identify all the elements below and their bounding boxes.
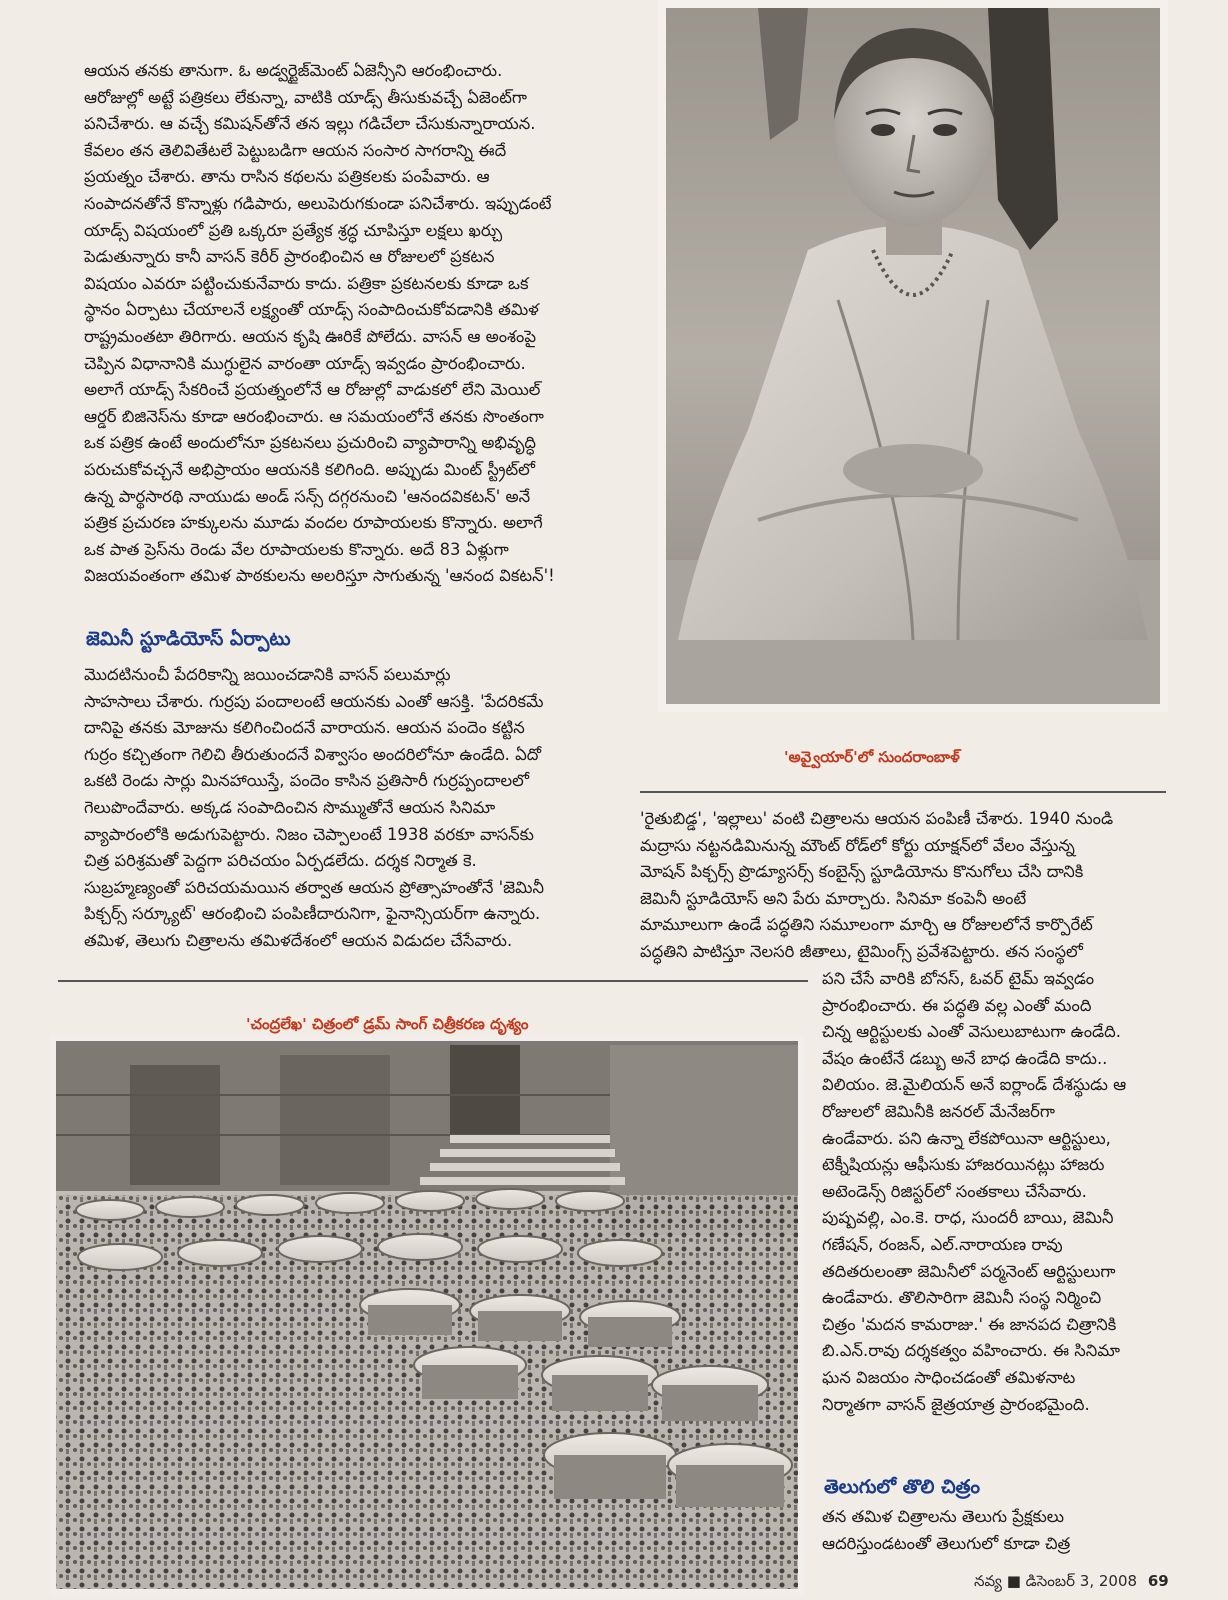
- article-paragraph-bottom: తన తమిళ చిత్రాలను తెలుగు ప్రేక్షకులు ఆదరిస్తుండటంతో తెలుగులో కూడా చిత్ర: [822, 1507, 1071, 1553]
- article-paragraph-top: ఆయన తనకు తానుగా. ఓ అడ్వర్టైజ్‌మెంట్ ఏజెన్సీని ఆరంభించారు. ఆరోజుల్లో అట్టే పత్రికలు లేకున్నా, వాటికి యాడ్స్ తీసుకువచ్చే ఏజెంట్‌గా పనిచేశారు. ఆ వచ్చే కమిషన్‌తోనే తన ఇల్లు గడిచేలా చేసుకున్నారాయన. కేవలం తన తెలివితేటలే పెట్టుబడిగా ఆయన సంసార సాగరాన్ని ఈదే ప్రయత్నం చేశారు. తాను రాసిన కథలను పత్రికలకు పంపేవారు. ఆ సంపాదనతోనే కొన్నాళ్లు గడిపారు, అలుపెరుగకుండా పనిచేశారు. ఇప్పుడంటే యాడ్స్ విషయంలో ప్రతి ఒక్కరూ ప్రత్యేక శ్రద్ధ చూపిస్తూ లక్షలు ఖర్చు పెడుతున్నారు కానీ వాసన్ కెరీర్ ప్రారంభించిన ఆ రోజులలో ప్రకటన విషయం ఎవరూ పట్టించుకునేవారు కాదు. పత్రికా ప్రకటనలకు కూడా ఒక స్థానం ఏర్పాటు చేయాలనే లక్ష్యంతో యాడ్స్ సంపాదించుకోవడానికి తమిళ రాష్ట్రమంతటా తిరిగారు. ఆయన కృషి ఊరికే పోలేదు. వాసన్ ఆ అంశంపై చెప్పిన విధానానికి ముగ్ధులైన వారంతా యాడ్స్ ఇవ్వడం ప్రారంభించారు. అలాగే యాడ్స్ సేకరించే ప్రయత్నంలోనే ఆ రోజుల్లో వాడుకలో లేని మెయిల్ ఆర్డర్ బిజినెస్‌ను కూడా ఆరంభించారు. ఆ సమయంలోనే తనకు సొంతంగా ఒక పత్రిక ఉంటే అందులోనూ ప్రకటనలు ప్రచురించి వ్యాపారాన్ని అభివృద్ధి పరుచుకోవచ్చనే అభిప్రాయం ఆయనకి కలిగింది. అప్పుడు మింట్ స్ట్రీట్‌లో ఉన్న పార్థసారథి నాయుడు అండ్ సన్స్ దగ్గరనుంచి 'ఆనందవికటన్' అనే పత్రిక ప్రచురణ హక్కులను మూడు వందల రూపాయలకు కొన్నారు. అలాగే ఒక పాత ప్రెస్‌ను రెండు వేల రూపాయలకు కొన్నారు. అదే 83 ఏళ్లుగా విజయవంతంగా తమిళ పాఠకులను అలరిస్తూ సాగుతున్న 'ఆనంద వికటన్'!: [84, 61, 555, 586]
- article-paragraph-mid: మొదటినుంచీ పేదరికాన్ని జయించడానికి వాసన్ పలుమార్లు సాహసాలు చేశారు. గుర్రపు పందాలంటే ఆయనకు ఎంతో ఆసక్తి. 'పేదరికమే దానిపై తనకు మోజును కలిగించిందనే వారాయన. ఆయన పందెం కట్టిన గుర్రం కచ్చితంగా గెలిచి తీరుతుందనే విశ్వాసం అందరిలోనూ ఉండేది. ఏదో ఒకటి రెండు సార్లు మినహాయిస్తే, పందెం కాసిన ప్రతిసారీ గుర్రప్పందాలలో గెలుపొందేవారు. అక్కడ సంపాదించిన సొమ్ముతోనే ఆయన సినిమా వ్యాపారంలోకి అడుగుపెట్టారు. నిజం చెప్పాలంటే 1938 వరకూ వాసన్‌కు చిత్ర పరిశ్రమతో పెద్దగా పరిచయం ఏర్పడలేదు. దర్శక నిర్మాత కె. సుబ్రహ్మణ్యంతో పరిచయమయిన తర్వాత ఆయన ప్రోత్సాహంతోనే 'జెమినీ పిక్చర్స్ సర్క్యూట్' ఆరంభించి పంపిణీదారునిగా, ఫైనాన్సియర్‌గా ఉన్నారు. తమిళ, తెలుగు చిత్రాలను తమిళదేశంలో ఆయన విడుదల చేసేవారు.: [84, 665, 544, 950]
- divider-rule-right: [640, 791, 1166, 793]
- avvaiyar-portrait-photo: [658, 0, 1168, 712]
- section-heading-telugu-first-film: తెలుగులో తొలి చిత్రం: [824, 1476, 981, 1498]
- issue-date: డిసెంబర్ 3, 2008: [1025, 1572, 1138, 1590]
- page-number: 69: [1147, 1572, 1169, 1590]
- section-heading-gemini-studios: జెమినీ స్టూడియోస్ ఏర్పాటు: [86, 628, 291, 650]
- divider-rule-left: [58, 980, 808, 982]
- photo-caption-chandralekha: 'చంద్రలేఖ' చిత్రంలో డ్రమ్ సాంగ్ చిత్రీకరణ దృశ్యం: [246, 1015, 529, 1033]
- article-paragraph-right-top: 'రైతుబిడ్డ', 'ఇల్లాలు' వంటి చిత్రాలను ఆయన పంపిణీ చేశారు. 1940 నుండి మద్రాసు నట్టనడిమినున్న మౌంట్ రోడ్‌లో కోర్టు యాక్షన్‌లో వేలం వేస్తున్న మోషన్ పిక్చర్స్ ప్రొడ్యూసర్స్ కంబైన్స్ స్టూడియోను కొనుగోలు చేసి దానికి జెమినీ స్టూడియోస్ అని పేరు మార్చారు. సినిమా కంపెనీ అంటే మామూలుగా ఉండే పద్ధతిని సమూలంగా మార్చి ఆ రోజులలోనే కార్పొరేట్ పద్ధతిని పాటిస్తూ నెలసరి జీతాలు, టైమింగ్స్ ప్రవేశపెట్టారు. తన సంస్థలో: [640, 809, 1114, 961]
- footer-separator-icon: ■: [1006, 1572, 1021, 1590]
- photo-caption-avvaiyar: 'అవ్వైయార్'లో సుందరాంబాళ్: [784, 748, 960, 766]
- article-paragraph-right-column: పని చేసే వారికి బోనస్, ఓవర్ టైమ్ ఇవ్వడం ప్రారంభించారు. ఈ పద్ధతి వల్ల ఎంతో మంది చిన్న ఆర్టిస్టులకు ఎంతో వెసులుబాటుగా ఉండేది. వేషం ఉంటేనే డబ్బు అనే బాధ ఉండేది కాదు.. విలియం. జె.మైలియన్ అనే ఐర్లాండ్ దేశస్థుడు ఆ రోజులలో జెమినీకి జనరల్ మేనేజర్‌గా ఉండేవారు. పని ఉన్నా లేకపోయినా ఆర్టిస్టులు, టెక్నీషియన్లు ఆఫీసుకు హాజరయినట్లు హాజరు అటెండెన్స్ రిజిస్టర్‌లో సంతకాలు చేసేవారు. పుష్పవల్లి, ఎం.కె. రాధ, సుందరీ బాయి, జెమినీ గణేషన్, రంజన్, ఎల్.నారాయణ రావు తదితరులంతా జెమినీలో పర్మనెంట్ ఆర్టిస్టులుగా ఉండేవారు. తొలిసారిగా జెమినీ సంస్థ నిర్మించి చిత్రం 'మదన కామరాజు.' ఈ జానపద చిత్రానికి బి.ఎన్.రావు దర్శకత్వం వహించారు. ఈ సినిమా ఘన విజయం సాధించడంతో తమిళనాట నిర్మాతగా వాసన్ జైత్రయాత్ర ప్రారంభమైంది.: [822, 969, 1127, 1414]
- page-footer: [974, 1572, 1169, 1594]
- chandralekha-drum-scene-photo: [50, 1035, 804, 1595]
- publication-name: నవ్య: [974, 1572, 1002, 1590]
